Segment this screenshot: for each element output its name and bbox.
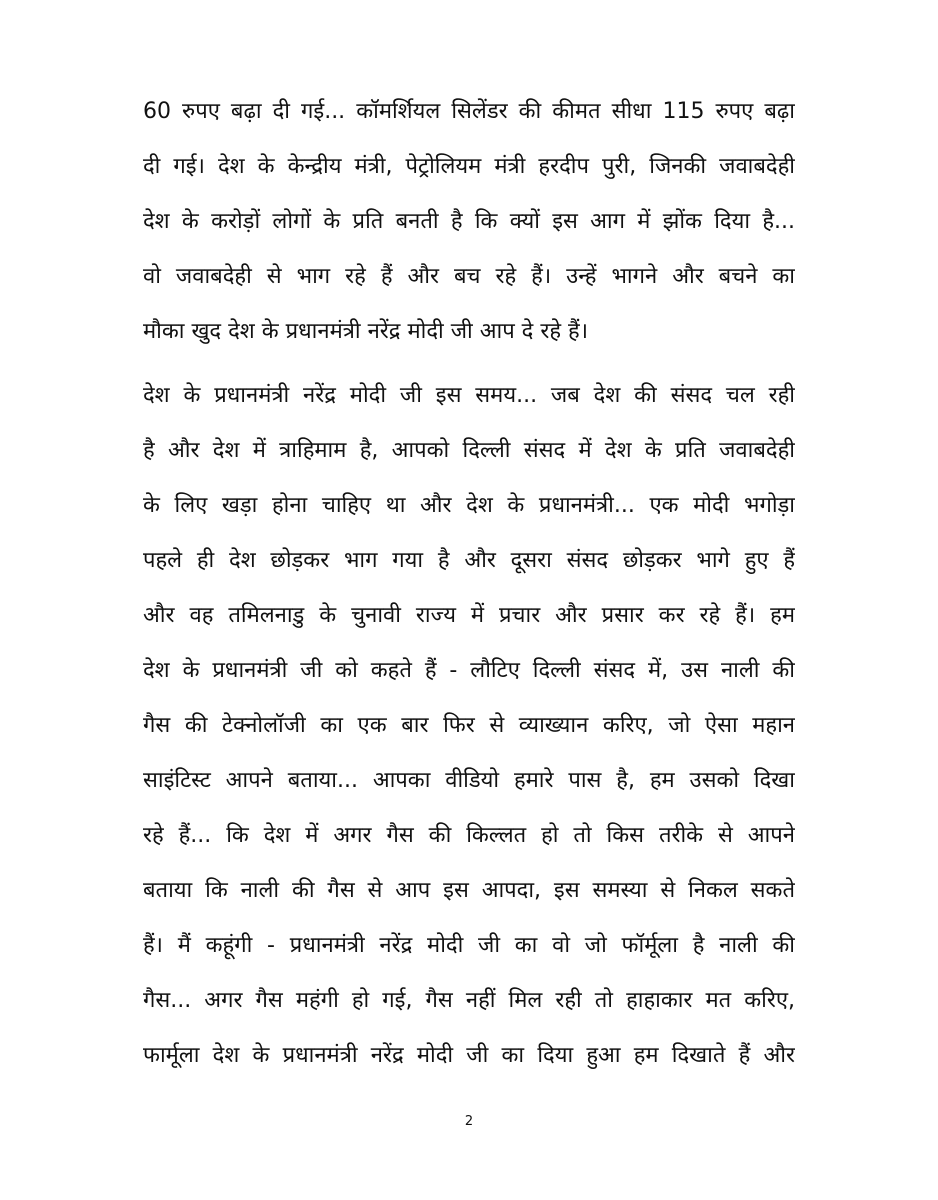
text-line: वो जवाबदेही से भाग रहे हैं और बच रहे हैं। उन्हें भागने और बचने का — [143, 264, 795, 289]
text-line: बताया कि नाली की गैस से आप इस आपदा, इस समस्या से निकल सकते — [143, 878, 795, 903]
text-line: पहले ही देश छोड़कर भाग गया है और दूसरा संसद छोड़कर भागे हुए हैं — [143, 548, 795, 573]
text-line: गैस... अगर गैस महंगी हो गई, गैस नहीं मिल रही तो हाहाकार मत करिए, — [143, 988, 795, 1013]
text-line: रहे हैं... कि देश में अगर गैस की किल्लत हो तो किस तरीके से आपने — [143, 823, 795, 848]
text-line: देश के प्रधानमंत्री नरेंद्र मोदी जी इस समय... जब देश की संसद चल रही — [143, 383, 795, 408]
text-line: 60 रुपए बढ़ा दी गई... कॉमर्शियल सिलेंडर की कीमत सीधा 115 रुपए बढ़ा — [143, 99, 795, 124]
text-line: है और देश में त्राहिमाम है, आपको दिल्ली संसद में देश के प्रति जवाबदेही — [143, 438, 795, 463]
text-line: मौका खुद देश के प्रधानमंत्री नरेंद्र मोदी जी आप दे रहे हैं। — [143, 319, 589, 344]
text-line: साइंटिस्ट आपने बताया... आपका वीडियो हमारे पास है, हम उसको दिखा — [143, 768, 795, 793]
text-line: हैं। मैं कहूंगी - प्रधानमंत्री नरेंद्र मोदी जी का वो जो फॉर्मूला है नाली की — [143, 933, 795, 958]
text-line: देश के करोड़ों लोगों के प्रति बनती है कि क्यों इस आग में झोंक दिया है... — [143, 209, 795, 234]
text-line: फार्मूला देश के प्रधानमंत्री नरेंद्र मोदी जी का दिया हुआ हम दिखाते हैं और — [143, 1043, 795, 1068]
text-line: और वह तमिलनाडु के चुनावी राज्य में प्रचार और प्रसार कर रहे हैं। हम — [143, 603, 795, 628]
page-number: 2 — [464, 1114, 474, 1129]
text-line: देश के प्रधानमंत्री जी को कहते हैं - लौटिए दिल्ली संसद में, उस नाली की — [143, 658, 795, 683]
text-line: के लिए खड़ा होना चाहिए था और देश के प्रधानमंत्री... एक मोदी भगोड़ा — [143, 493, 795, 518]
text-line: गैस की टेक्नोलॉजी का एक बार फिर से व्याख्यान करिए, जो ऐसा महान — [143, 713, 795, 738]
text-line: दी गई। देश के केन्द्रीय मंत्री, पेट्रोलियम मंत्री हरदीप पुरी, जिनकी जवाबदेही — [143, 154, 795, 179]
